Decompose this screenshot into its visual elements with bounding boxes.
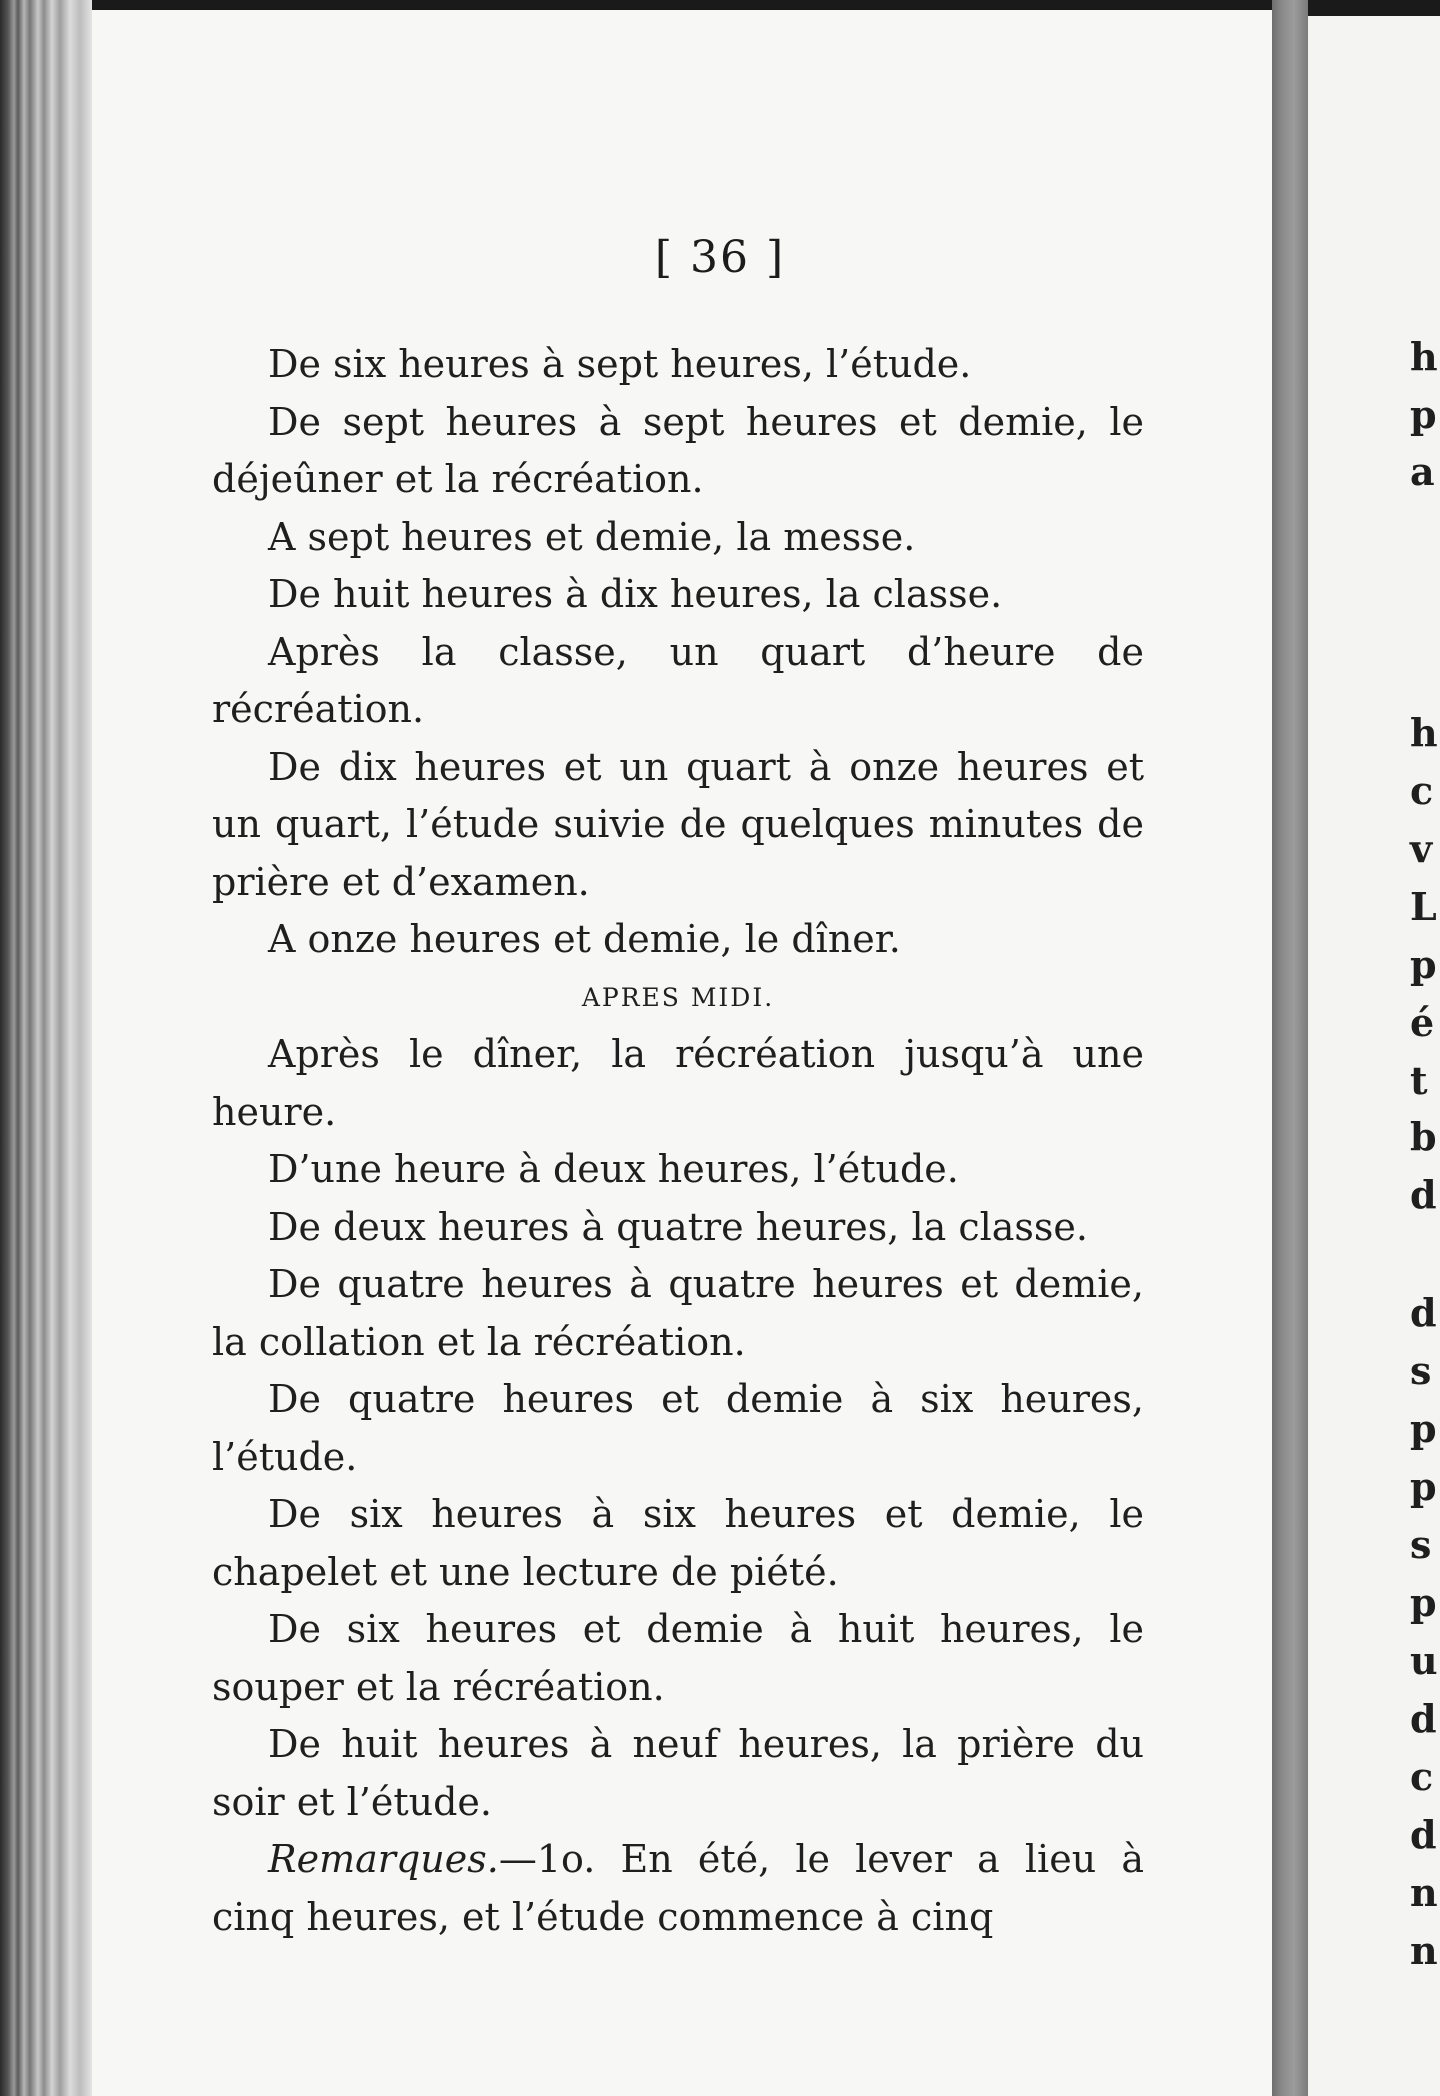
- paragraph: De huit heures à dix heures, la classe.: [268, 572, 1003, 616]
- facing-page-fragment: p: [1410, 1406, 1437, 1451]
- facing-page-fragment: s: [1410, 1522, 1432, 1567]
- paragraph: Après la classe, un quart d’heure de récréation.: [212, 629, 1144, 731]
- facing-page-fragment: p: [1410, 392, 1437, 437]
- facing-page-fragment: s: [1410, 1348, 1432, 1393]
- facing-page-fragment: v: [1410, 826, 1433, 871]
- book-gutter: [1272, 0, 1308, 2096]
- facing-page-fragment: a: [1410, 449, 1435, 494]
- paragraph: De huit heures à neuf heures, la prière du soir et l’étude.: [212, 1722, 1144, 1824]
- facing-page-fragment: d: [1410, 1172, 1437, 1217]
- facing-page-fragment: d: [1410, 1696, 1437, 1741]
- facing-page-fragment: c: [1410, 1754, 1434, 1799]
- paragraph: De six heures et demie à huit heures, le souper et la récréation.: [212, 1607, 1144, 1709]
- facing-page-fragment: p: [1410, 1580, 1437, 1625]
- facing-page-fragment: d: [1410, 1290, 1437, 1335]
- paragraph: De sept heures à sept heures et demie, le déjeûner et la récréation.: [212, 399, 1144, 501]
- paragraph: De dix heures et un quart à onze heures et un quart, l’étude suivie de quelques minutes de prière et d’examen.: [212, 744, 1144, 904]
- paragraph: De quatre heures à quatre heures et demie, la collation et la récréation.: [212, 1262, 1144, 1364]
- facing-page-fragment: p: [1410, 942, 1437, 987]
- paragraph: De quatre heures et demie à six heures, l’étude.: [212, 1377, 1144, 1479]
- facing-page-fragment: c: [1410, 768, 1434, 813]
- facing-page-fragment: é: [1410, 1000, 1435, 1045]
- page-number: [ 36 ]: [654, 232, 786, 283]
- facing-page-fragment: u: [1410, 1638, 1438, 1683]
- paragraph: De six heures à six heures et demie, le chapelet et une lecture de piété.: [212, 1492, 1144, 1594]
- section-heading: APRES MIDI.: [581, 982, 775, 1012]
- facing-page-fragment: b: [1410, 1114, 1437, 1159]
- remarks-text: —1o. En été, le lever a lieu à cinq heures, et l’étude commence à cinq: [212, 1837, 1144, 1939]
- body-text: [212, 336, 1144, 1946]
- paragraph: A sept heures et demie, la messe.: [268, 514, 916, 559]
- facing-page-fragment: t: [1410, 1058, 1428, 1103]
- facing-page-fragment: n: [1410, 1928, 1438, 1973]
- remarks-paragraph: [212, 1831, 1144, 1946]
- facing-page-fragment: L: [1410, 884, 1437, 929]
- paragraph: De six heures à sept heures, l’étude.: [268, 342, 972, 386]
- facing-page-fragment: n: [1410, 1870, 1438, 1915]
- remarks-label: Remarques.: [268, 1837, 499, 1881]
- facing-page-fragment: h: [1410, 334, 1438, 379]
- facing-page-fragment: p: [1410, 1464, 1437, 1509]
- paragraph: Après le dîner, la récréation jusqu’à une heure.: [212, 1032, 1144, 1134]
- paragraph: De deux heures à quatre heures, la classe.: [268, 1204, 1088, 1249]
- facing-page-fragment: d: [1410, 1812, 1437, 1857]
- book-left-edge: [0, 0, 92, 2096]
- paragraph: D’une heure à deux heures, l’étude.: [268, 1147, 959, 1191]
- facing-page-fragment: h: [1410, 710, 1438, 755]
- paragraph: A onze heures et demie, le dîner.: [268, 917, 901, 961]
